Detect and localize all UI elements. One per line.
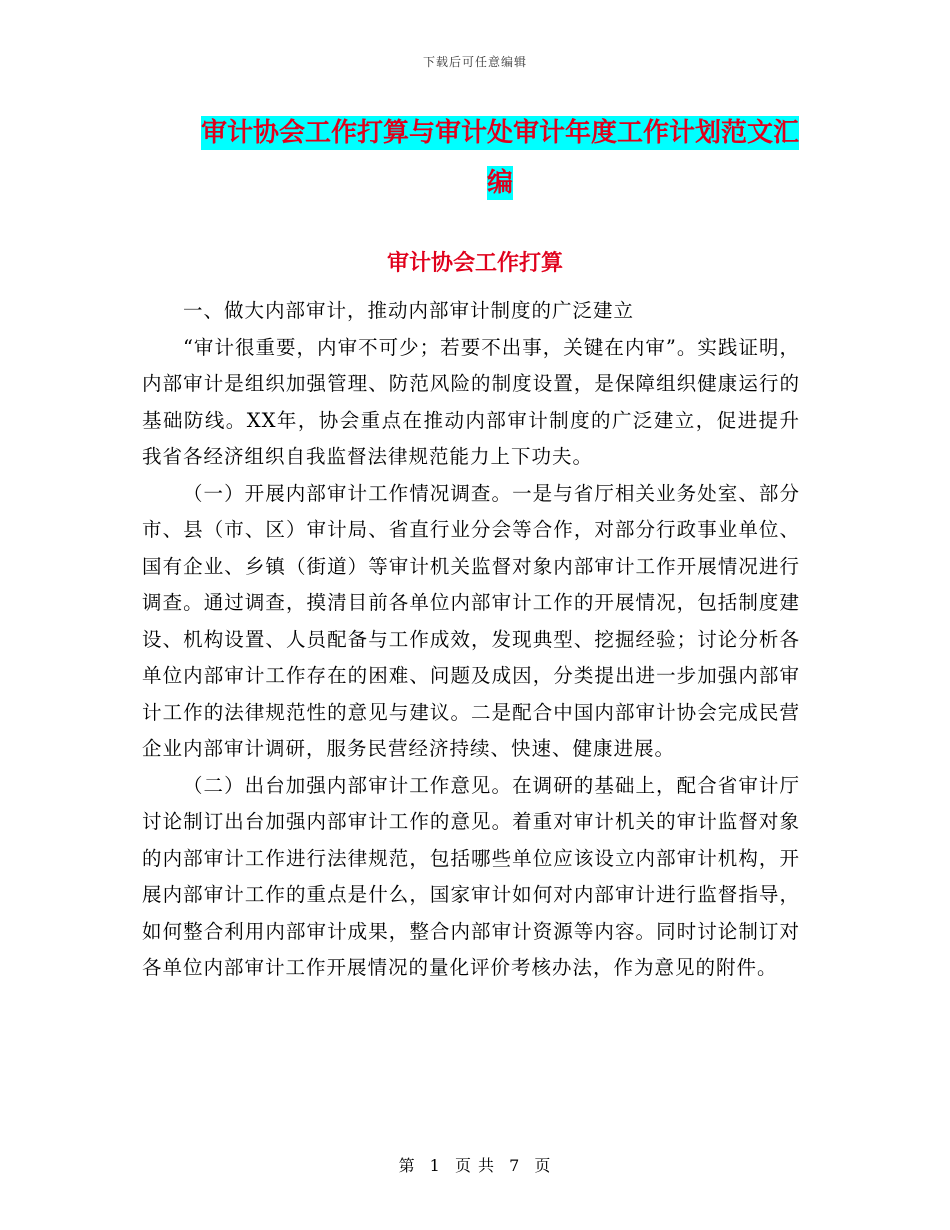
document-title	[190, 108, 810, 208]
document-title-text: 审计协会工作打算与审计处审计年度工作计划范文汇编	[200, 118, 799, 198]
document-body	[142, 293, 800, 987]
footer-page-number: 1	[429, 1156, 441, 1175]
paragraph: “审计很重要，内审不可少；若要不出事，关键在内审”。实践证明，内部审计是组织加强管理、防范风险的制度设置，是保障组织健康运行的基础防线。XX年，协会重点在推动内部审计制度的广泛建立，促进提升我省各经济组织自我监督法律规范能力上下功夫。	[142, 335, 800, 468]
footer-total-pages: 7	[509, 1156, 521, 1175]
paragraph: （二）出台加强内部审计工作意见。在调研的基础上，配合省审计厅讨论制订出台加强内部审计工作的意见。着重对审计机关的审计监督对象的内部审计工作进行法律规范，包括哪些单位应该设立内部审计机构，开展内部审计工作的重点是什么，国家审计如何对内部审计进行监督指导，如何整合利用内部审计成果，整合内部审计资源等内容。同时讨论制订对各单位内部审计工作开展情况的量化评价考核办法，作为意见的附件。	[142, 773, 800, 979]
section-title: 审计协会工作打算	[386, 250, 563, 276]
footer-middle: 页 共	[454, 1156, 496, 1175]
paragraph: （一）开展内部审计工作情况调查。一是与省厅相关业务处室、部分市、县（市、区）审计局、省直行业分会等合作，对部分行政事业单位、国有企业、乡镇（街道）等审计机关监督对象内部审计工作开展情况进行调查。通过调查，摸清目前各单位内部审计工作的开展情况，包括制度建设、机构设置、人员配备与工作成效，发现典型、挖掘经验；讨论分析各单位内部审计工作存在的困难、问题及成因，分类提出进一步加强内部审计工作的法律规范性的意见与建议。二是配合中国内部审计协会完成民营企业内部审计调研，服务民营经济持续、快速、健康进展。	[142, 481, 800, 760]
paragraph-heading: 一、做大内部审计，推动内部审计制度的广泛建立	[182, 299, 634, 322]
footer-prefix: 第	[398, 1156, 416, 1175]
page-header-note: 下载后可任意编辑	[422, 55, 527, 69]
footer-suffix: 页	[534, 1156, 552, 1175]
page-footer	[0, 1153, 950, 1176]
